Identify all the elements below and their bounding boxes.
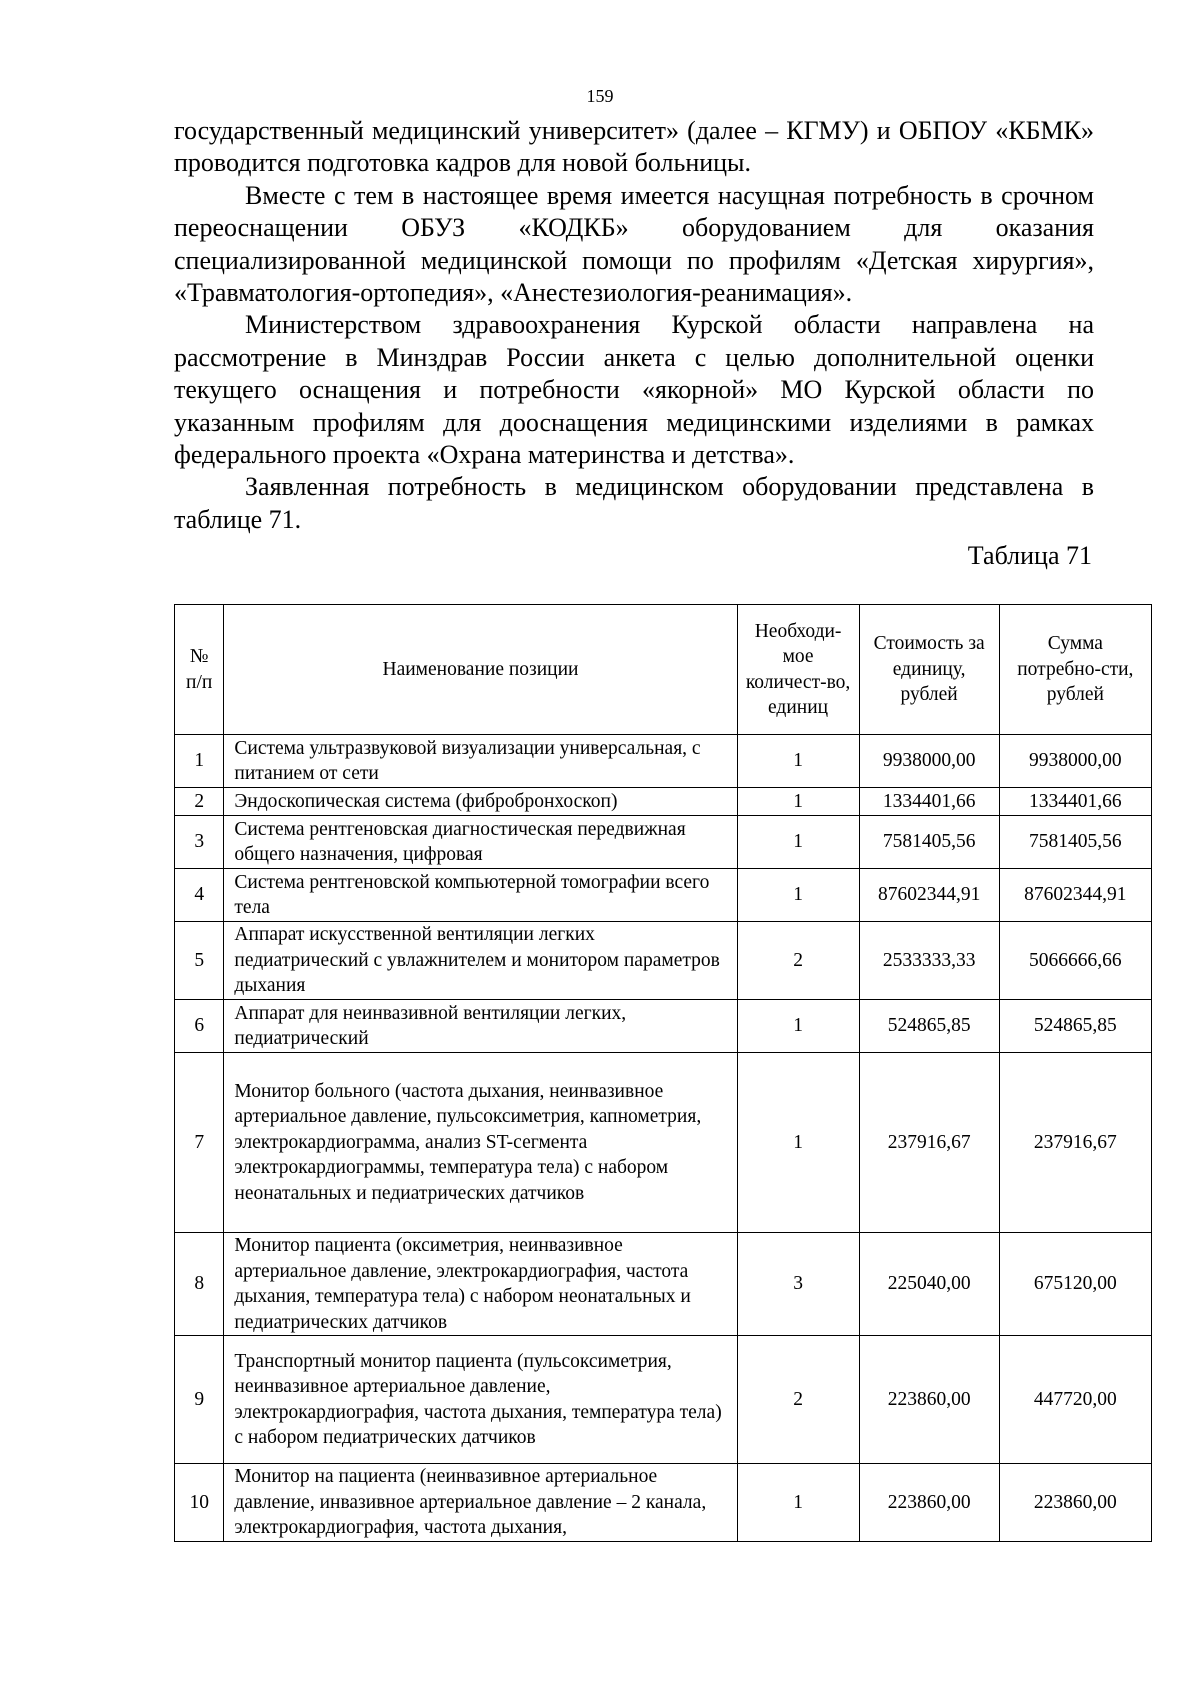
cell-qty: 1: [737, 1000, 859, 1053]
paragraph-3: Министерством здравоохранения Курской области направлена на рассмотрение в Минздрав России анкета с целью дополнительной оценки текущего оснащения и потребности «якорной» МО Курской области по указанным профилям для дооснащения медицинскими изделиями в рамках федерального проекта «Охрана материнства и детства».: [174, 310, 1094, 470]
header-price: Стоимость за единицу, рублей: [859, 605, 999, 735]
header-sum: Сумма потребно-сти, рублей: [999, 605, 1151, 735]
cell-num: 10: [175, 1464, 224, 1542]
cell-qty: 1: [737, 735, 859, 788]
table-row: [175, 816, 1152, 869]
paragraph-2: Вместе с тем в настоящее время имеется насущная потребность в срочном переоснащении ОБУЗ «КОДКБ» оборудованием для оказания специализированной медицинской помощи по профилям «Детская хирургия», «Травматология-ортопедия», «Анестезиология-реанимация».: [174, 180, 1094, 308]
cell-qty: 1: [737, 869, 859, 922]
cell-name: Эндоскопическая система (фибробронхоскоп): [224, 788, 737, 816]
cell-num: 1: [175, 735, 224, 788]
cell-name: Монитор пациента (оксиметрия, неинвазивное артериальное давление, электрокардиография, частота дыхания, температура тела) с набором неонатальных и педиатрических датчиков: [224, 1233, 737, 1336]
cell-sum: 447720,00: [999, 1336, 1151, 1464]
table-row: [175, 1000, 1152, 1053]
cell-sum: 87602344,91: [999, 869, 1151, 922]
body-text: [174, 115, 1094, 536]
cell-name: Аппарат для неинвазивной вентиляции легких, педиатрический: [224, 1000, 737, 1053]
cell-sum: 223860,00: [999, 1464, 1151, 1542]
cell-num: 3: [175, 816, 224, 869]
cell-price: 225040,00: [859, 1233, 999, 1336]
header-qty: Необходи-мое количест-во, единиц: [737, 605, 859, 735]
cell-qty: 1: [737, 1464, 859, 1542]
cell-price: 237916,67: [859, 1053, 999, 1233]
header-name: Наименование позиции: [224, 605, 737, 735]
cell-qty: 1: [737, 1053, 859, 1233]
cell-sum: 237916,67: [999, 1053, 1151, 1233]
cell-sum: 9938000,00: [999, 735, 1151, 788]
cell-num: 4: [175, 869, 224, 922]
cell-qty: 2: [737, 1336, 859, 1464]
cell-sum: 1334401,66: [999, 788, 1151, 816]
table-row: [175, 788, 1152, 816]
table-caption: Таблица 71: [967, 541, 1092, 570]
cell-sum: 7581405,56: [999, 816, 1151, 869]
table-row: [175, 735, 1152, 788]
cell-name: Система рентгеновской компьютерной томографии всего тела: [224, 869, 737, 922]
cell-name: Система ультразвуковой визуализации универсальная, с питанием от сети: [224, 735, 737, 788]
cell-name: Аппарат искусственной вентиляции легких педиатрический с увлажнителем и монитором параметров дыхания: [224, 922, 737, 1000]
table-row: [175, 1053, 1152, 1233]
table-body: [175, 735, 1152, 1542]
header-num: № п/п: [175, 605, 224, 735]
paragraph-4: Заявленная потребность в медицинском оборудовании представлена в таблице 71.: [174, 472, 1094, 534]
cell-name: Монитор больного (частота дыхания, неинвазивное артериальное давление, пульсоксиметрия, капнометрия, электрокардиограмма, анализ ST-сегмента электрокардиограммы, температура тела) с набором неонатальных и педиатрических датчиков: [224, 1053, 737, 1233]
cell-qty: 3: [737, 1233, 859, 1336]
cell-name: Система рентгеновская диагностическая передвижная общего назначения, цифровая: [224, 816, 737, 869]
page-number: 159: [586, 86, 614, 106]
cell-price: 223860,00: [859, 1336, 999, 1464]
cell-price: 7581405,56: [859, 816, 999, 869]
cell-name: Монитор на пациента (неинвазивное артериальное давление, инвазивное артериальное давление – 2 канала, электрокардиография, частота дыхания,: [224, 1464, 737, 1542]
cell-sum: 675120,00: [999, 1233, 1151, 1336]
cell-qty: 1: [737, 816, 859, 869]
cell-price: 2533333,33: [859, 922, 999, 1000]
cell-sum: 524865,85: [999, 1000, 1151, 1053]
equipment-table: [174, 604, 1152, 1542]
table-row: [175, 1336, 1152, 1464]
cell-num: 8: [175, 1233, 224, 1336]
table-row: [175, 1464, 1152, 1542]
table-row: [175, 869, 1152, 922]
cell-price: 524865,85: [859, 1000, 999, 1053]
paragraph-1: государственный медицинский университет» (далее – КГМУ) и ОБПОУ «КБМК» проводится подготовка кадров для новой больницы.: [174, 116, 1094, 178]
cell-price: 87602344,91: [859, 869, 999, 922]
cell-num: 7: [175, 1053, 224, 1233]
cell-name: Транспортный монитор пациента (пульсоксиметрия, неинвазивное артериальное давление, электрокардиография, частота дыхания, температура тела) с набором педиатрических датчиков: [224, 1336, 737, 1464]
table-row: [175, 1233, 1152, 1336]
cell-num: 2: [175, 788, 224, 816]
cell-price: 223860,00: [859, 1464, 999, 1542]
cell-qty: 1: [737, 788, 859, 816]
table-header-row: [175, 605, 1152, 735]
cell-qty: 2: [737, 922, 859, 1000]
cell-price: 9938000,00: [859, 735, 999, 788]
cell-num: 6: [175, 1000, 224, 1053]
cell-num: 9: [175, 1336, 224, 1464]
cell-price: 1334401,66: [859, 788, 999, 816]
table-row: [175, 922, 1152, 1000]
cell-sum: 5066666,66: [999, 922, 1151, 1000]
cell-num: 5: [175, 922, 224, 1000]
